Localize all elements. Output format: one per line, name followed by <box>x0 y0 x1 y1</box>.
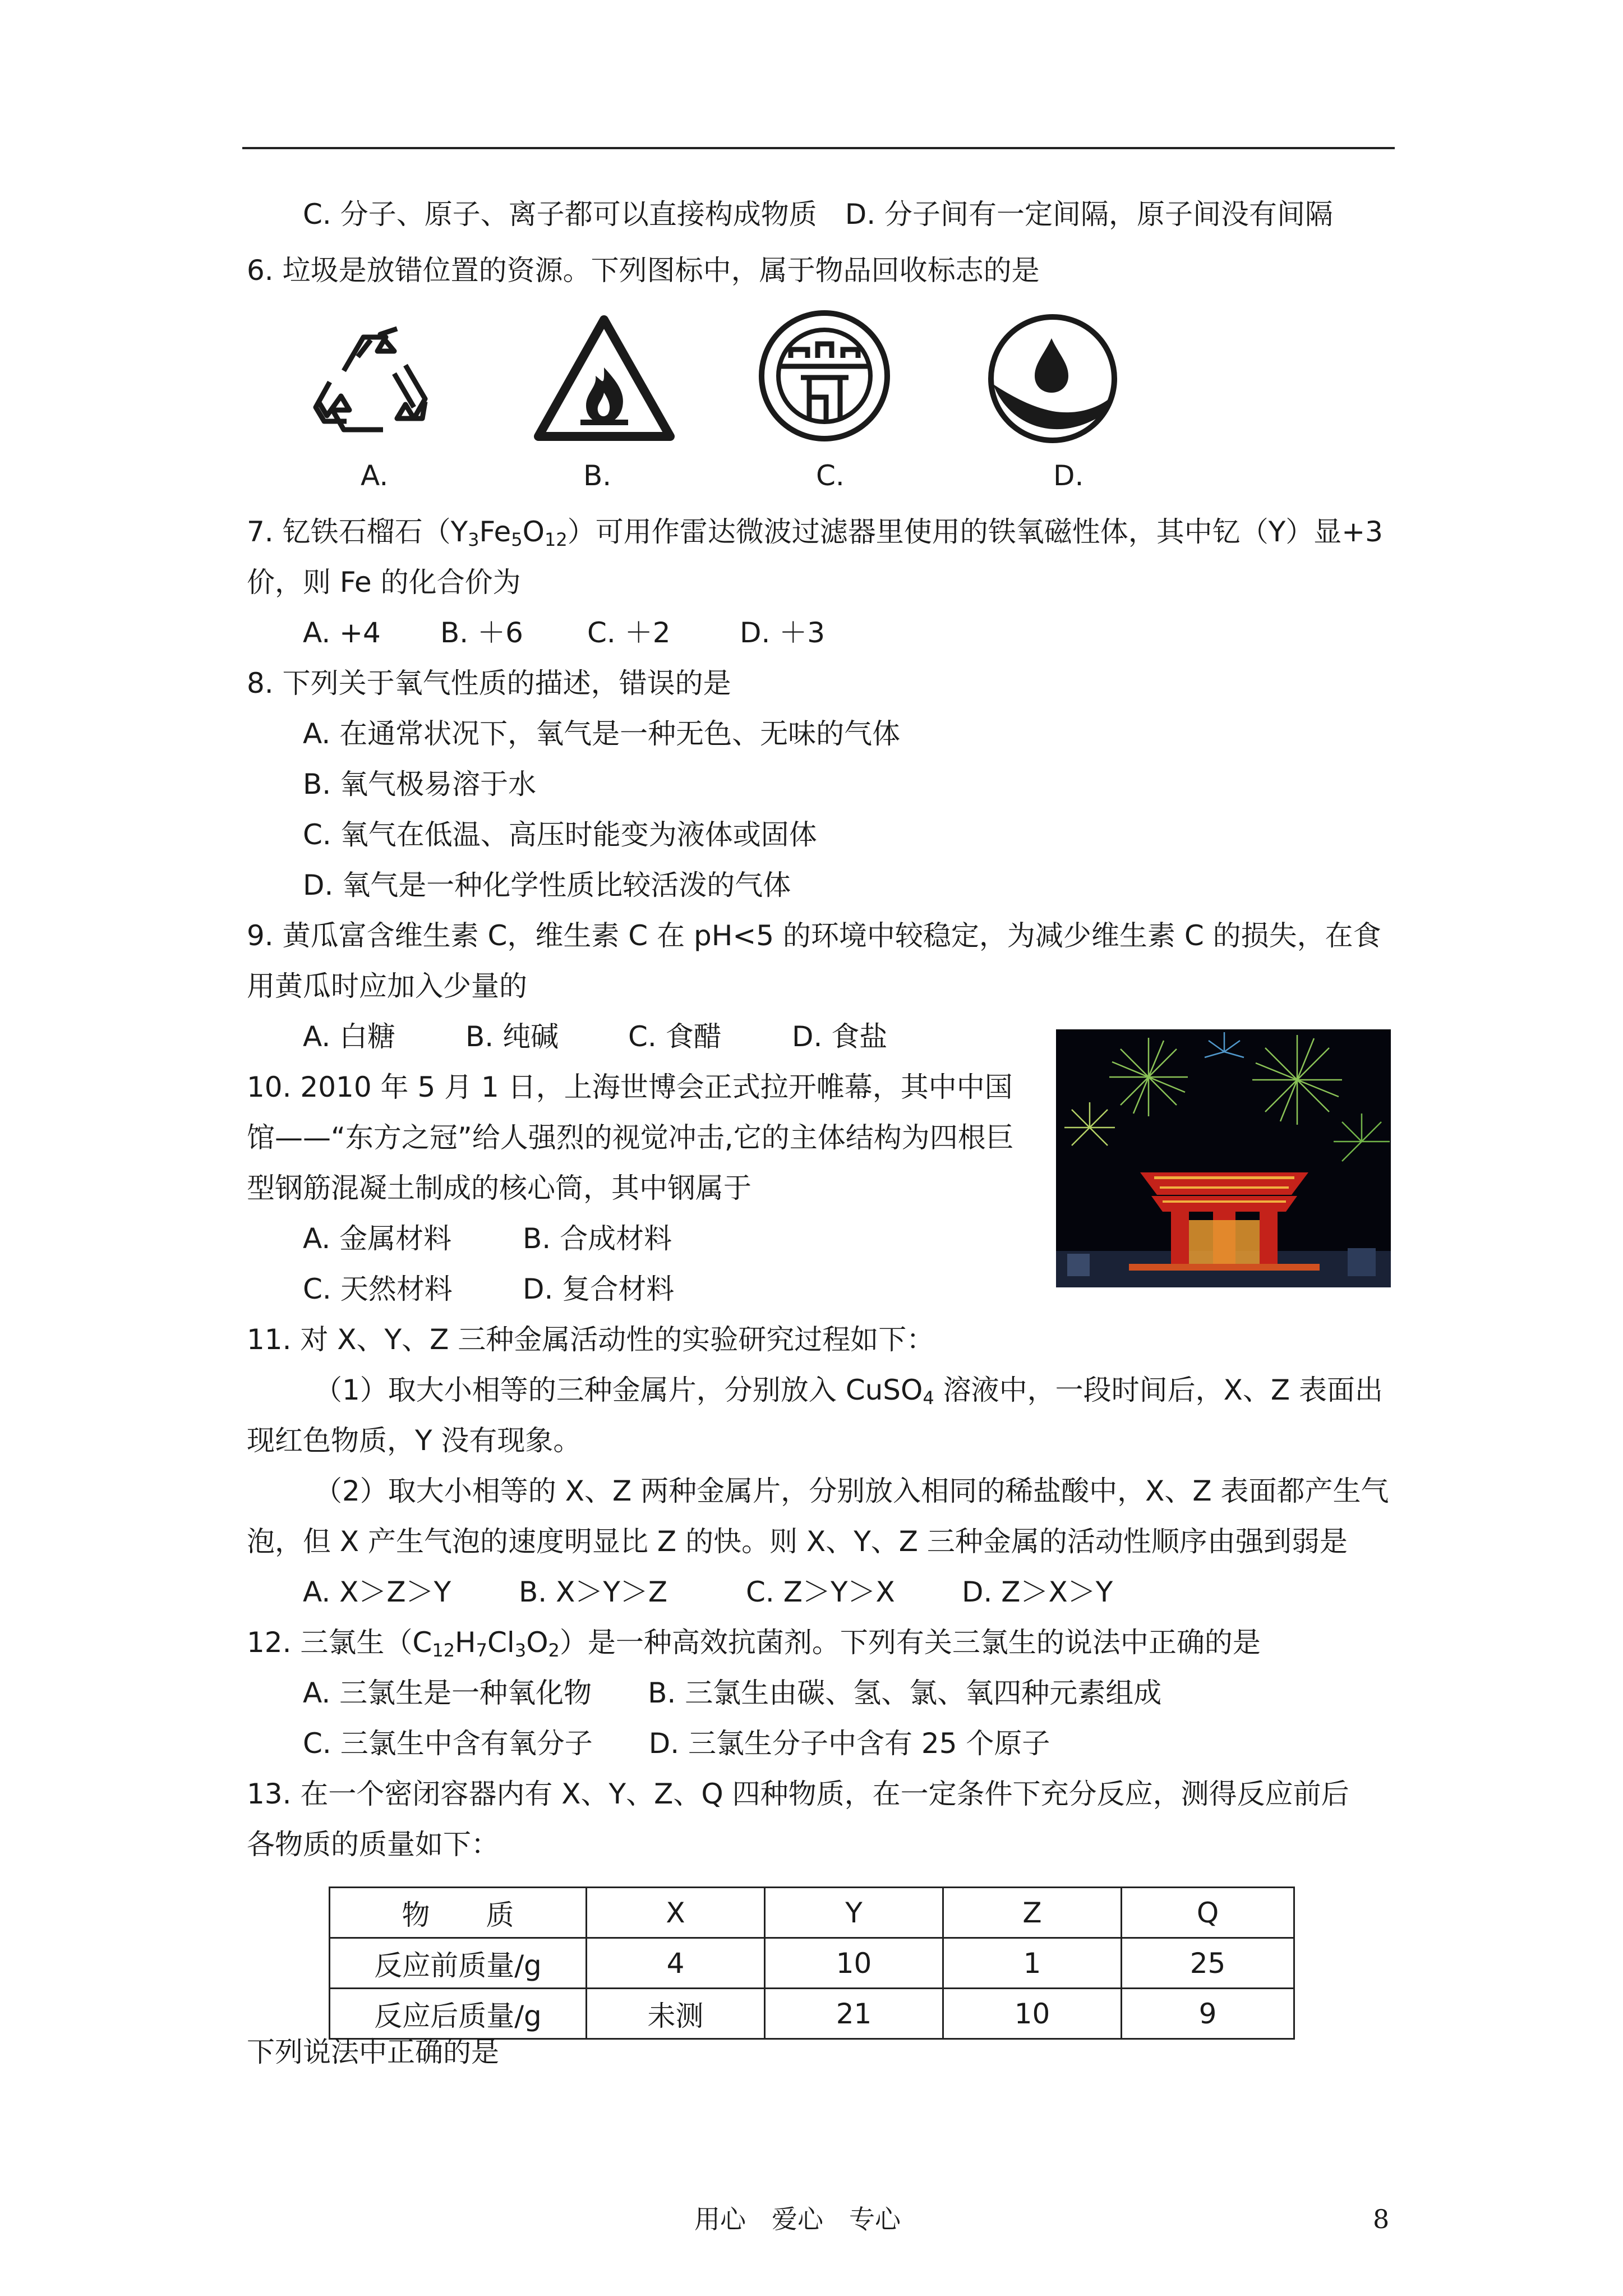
table-header-cell: X <box>587 1888 765 1938</box>
q8-option-d: D. 氧气是一种化学性质比较活泼的气体 <box>303 869 791 901</box>
q11-option-c: C. Z＞Y＞X <box>746 1576 895 1608</box>
q9-option-a: A. 白糖 <box>303 1020 396 1053</box>
q10-stem-line2: 馆——“东方之冠”给人强烈的视觉冲击,它的主体结构为四根巨 <box>247 1121 1014 1154</box>
footer-motto: 用心 爱心 专心 <box>694 2204 901 2234</box>
table-row <box>330 1938 1294 1989</box>
q10-stem-line1: 10. 2010 年 5 月 1 日，上海世博会正式拉开帷幕，其中中国 <box>247 1071 1013 1103</box>
q8-option-b: B. 氧气极易溶于水 <box>303 768 537 800</box>
flammable-warning-icon <box>533 314 676 443</box>
table-cell: 未测 <box>587 1989 765 2039</box>
expo-china-pavilion-fireworks-photo <box>1056 1029 1391 1287</box>
q9-option-c: C. 食醋 <box>628 1020 722 1053</box>
q13-question: 下列说法中正确的是 <box>247 2036 499 2068</box>
q11-step1-line2: 现红色物质，Y 没有现象。 <box>247 1424 582 1457</box>
table-cell: 10 <box>943 1989 1122 2039</box>
q11-option-b: B. X＞Y＞Z <box>519 1576 668 1608</box>
q9-stem-line1: 9. 黄瓜富含维生素 C，维生素 C 在 pH<5 的环境中较稳定，为减少维生素 C 的损失，在食 <box>247 919 1381 952</box>
q8-stem: 8. 下列关于氧气性质的描述，错误的是 <box>247 667 731 700</box>
q11-step2-line1: （2）取大小相等的 X、Z 两种金属片，分别放入相同的稀盐酸中，X、Z 表面都产生气 <box>314 1475 1389 1507</box>
q12-stem: 12. 三氯生$(C_{12}H_7Cl_3O_2)$是一种高效抗菌剂。下列有关三氯生的说法中正确的是 <box>247 1626 1261 1661</box>
q7-stem-line2: 价，则 Fe 的化合价为 <box>247 566 521 599</box>
table-cell: 25 <box>1122 1938 1294 1989</box>
green-food-logo-icon <box>756 307 893 445</box>
header-rule <box>242 147 1395 149</box>
table-header-cell: 物 质 <box>330 1888 587 1938</box>
q5-option-cd: C. 分子、原子、离子都可以直接构成物质 D. 分子间有一定间隔，原子间没有间隔 <box>303 198 1333 231</box>
q11-step2-line2: 泡，但 X 产生气泡的速度明显比 Z 的快。则 X、Y、Z 三种金属的活动性顺序由强到弱是 <box>247 1525 1348 1558</box>
q9-option-b: B. 纯碱 <box>465 1020 559 1053</box>
table-cell: 4 <box>587 1938 765 1989</box>
q7-option-a: A. +4 <box>303 616 381 649</box>
q7-options <box>303 616 825 650</box>
q12-options-ab: A. 三氯生是一种氧化物 B. 三氯生由碳、氢、氯、氧四种元素组成 <box>303 1677 1162 1709</box>
q11-stem: 11. 对 X、Y、Z 三种金属活动性的实验研究过程如下： <box>247 1323 935 1356</box>
q7-option-d: D. ＋3 <box>740 616 826 649</box>
recycle-icon <box>305 318 445 447</box>
icon-label-b: B. <box>583 459 612 492</box>
q11-options <box>303 1575 1113 1609</box>
q9-options <box>303 1020 887 1053</box>
q8-option-a: A. 在通常状况下，氧气是一种无色、无味的气体 <box>303 717 901 750</box>
q11-option-a: A. X＞Z＞Y <box>303 1576 451 1608</box>
table-header-cell: Y <box>765 1888 943 1938</box>
table-cell: 21 <box>765 1989 943 2039</box>
table-cell: 9 <box>1122 1989 1294 2039</box>
q12-options-cd: C. 三氯生中含有氧分子 D. 三氯生分子中含有 25 个原子 <box>303 1727 1050 1760</box>
table-row <box>330 1989 1294 2039</box>
q9-option-d: D. 食盐 <box>792 1020 888 1053</box>
icon-label-c: C. <box>816 459 845 492</box>
table-header-cell: Z <box>943 1888 1122 1938</box>
q8-option-c: C. 氧气在低温、高压时能变为液体或固体 <box>303 818 817 851</box>
q11-option-d: D. Z＞X＞Y <box>962 1576 1113 1608</box>
table-cell: 反应后质量/g <box>330 1989 587 2039</box>
q7-option-c: C. ＋2 <box>587 616 671 649</box>
q7-option-b: B. ＋6 <box>440 616 523 649</box>
q11-step1-line1: （1）取大小相等的三种金属片，分别放入 CuSO$_4$ 溶液中，一段时间后，X、Z 表面出 <box>314 1374 1384 1409</box>
q10-options-row1 <box>303 1222 672 1255</box>
q13-stem-line2: 各物质的质量如下： <box>247 1828 499 1861</box>
q10-option-c: C. 天然材料 <box>303 1273 453 1305</box>
icon-label-d: D. <box>1053 459 1084 492</box>
page-number: 8 <box>1373 2204 1390 2234</box>
icon-label-a: A. <box>361 459 389 492</box>
q13-stem-line1: 13. 在一个密闭容器内有 X、Y、Z、Q 四种物质，在一定条件下充分反应，测得反应前后 <box>247 1778 1349 1810</box>
water-saving-icon <box>985 311 1120 446</box>
mass-table <box>329 1887 1295 2040</box>
q10-option-a: A. 金属材料 <box>303 1222 452 1255</box>
table-cell: 10 <box>765 1938 943 1989</box>
q10-stem-line3: 型钢筋混凝土制成的核心筒，其中钢属于 <box>247 1172 751 1204</box>
q10-option-d: D. 复合材料 <box>523 1273 675 1305</box>
q9-stem-line2: 用黄瓜时应加入少量的 <box>247 970 527 1002</box>
table-cell: 1 <box>943 1938 1122 1989</box>
table-cell: 反应前质量/g <box>330 1938 587 1989</box>
q10-options-row2 <box>303 1272 674 1306</box>
table-header-row <box>330 1888 1294 1938</box>
q6-stem: 6. 垃圾是放错位置的资源。下列图标中，属于物品回收标志的是 <box>247 254 1040 287</box>
table-header-cell: Q <box>1122 1888 1294 1938</box>
q7-stem-line1: 7. 钇铁石榴石$(Y_3Fe_5O_{12})$可用作雷达微波过滤器里使用的铁氧磁性体，其中钇（Y）显+3 <box>247 516 1383 550</box>
q10-option-b: B. 合成材料 <box>523 1222 672 1255</box>
